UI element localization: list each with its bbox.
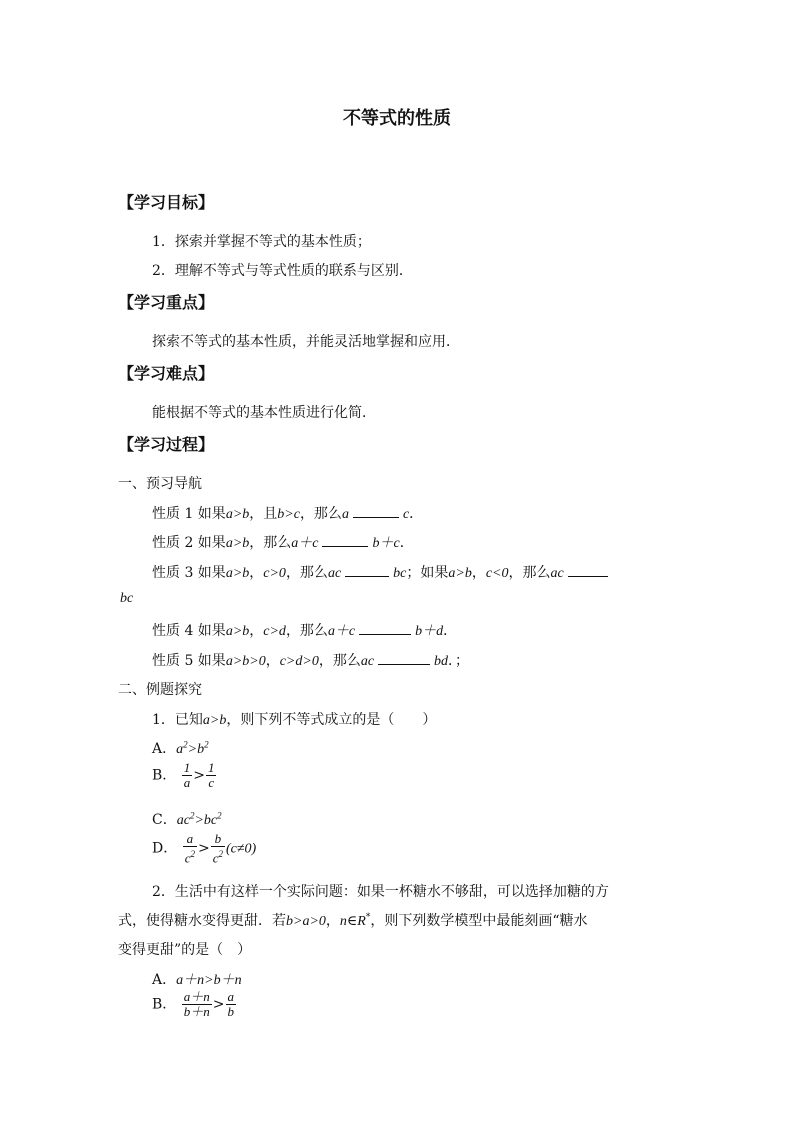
question-1-option-a[interactable]: A．$a^2>b^2$ — [152, 739, 209, 757]
section-heading-difficulty: 【学习难点】 — [118, 364, 215, 383]
property-3: 性质 3 如果a>b，c>0，那么ac bc；如果a>b，c<0，那么ac — [152, 562, 612, 582]
property-5: 性质 5 如果a>b>0，c>d>0，那么ac bd．； — [152, 653, 470, 669]
answer-blank[interactable] — [345, 566, 389, 577]
property-2: 性质 2 如果a>b，那么a＋c b＋c． — [152, 535, 414, 551]
property-4: 性质 4 如果a>b，c>d，那么a＋c b＋d． — [152, 623, 458, 639]
property-1: 性质 1 如果a>b，且b>c，那么a c． — [152, 506, 424, 522]
section-heading-process: 【学习过程】 — [118, 435, 215, 454]
part1-heading: 一、预习导航 — [118, 476, 202, 492]
difficulty-text: 能根据不等式的基本性质进行化简． — [152, 405, 376, 421]
question-2-line-1: 2．生活中有这样一个实际问题：如果一杯糖水不够甜，可以选择加糖的方 — [152, 884, 609, 900]
answer-blank[interactable] — [359, 624, 411, 635]
focus-text: 探索不等式的基本性质，并能灵活地掌握和应用． — [152, 334, 460, 350]
question-1-option-b[interactable]: B． $\frac{1}{a}$ > $\frac{1}{c}$ — [152, 760, 215, 790]
goal-item-2: 2．理解不等式与等式性质的联系与区别． — [152, 263, 413, 279]
goal-item-1: 1．探索并掌握不等式的基本性质； — [152, 234, 371, 250]
question-2-line-2: 式，使得糖水变得更甜．若b>a>0，n∈R*，则下列数学模型中最能刻画“糖水 — [118, 912, 588, 929]
section-heading-goals: 【学习目标】 — [118, 193, 215, 212]
page-title: 不等式的性质 — [343, 108, 451, 129]
answer-blank[interactable] — [378, 654, 430, 665]
section-heading-focus: 【学习重点】 — [118, 293, 215, 312]
answer-blank[interactable] — [322, 536, 368, 547]
question-2-option-a[interactable]: A．a＋n>b＋n — [152, 972, 242, 988]
question-2-option-b[interactable]: B． $\frac{a+n}{b+n}$ > $\frac{a}{b}$ — [152, 989, 234, 1019]
question-1-option-c[interactable]: C．$ac^2>bc^2$ — [152, 810, 222, 828]
question-1-option-d[interactable]: D． $\frac{a}{c^2}$ > $\frac{b}{c^2}$ (c≠0) — [152, 831, 257, 866]
answer-blank[interactable] — [353, 507, 399, 518]
answer-blank[interactable] — [568, 566, 608, 577]
property-3-continuation: bc — [120, 591, 134, 606]
question-1-stem: 1．已知a>b，则下列不等式成立的是（ ） — [152, 712, 437, 728]
part2-heading: 二、例题探究 — [118, 682, 202, 698]
question-2-line-3: 变得更甜”的是（ ） — [118, 942, 252, 958]
